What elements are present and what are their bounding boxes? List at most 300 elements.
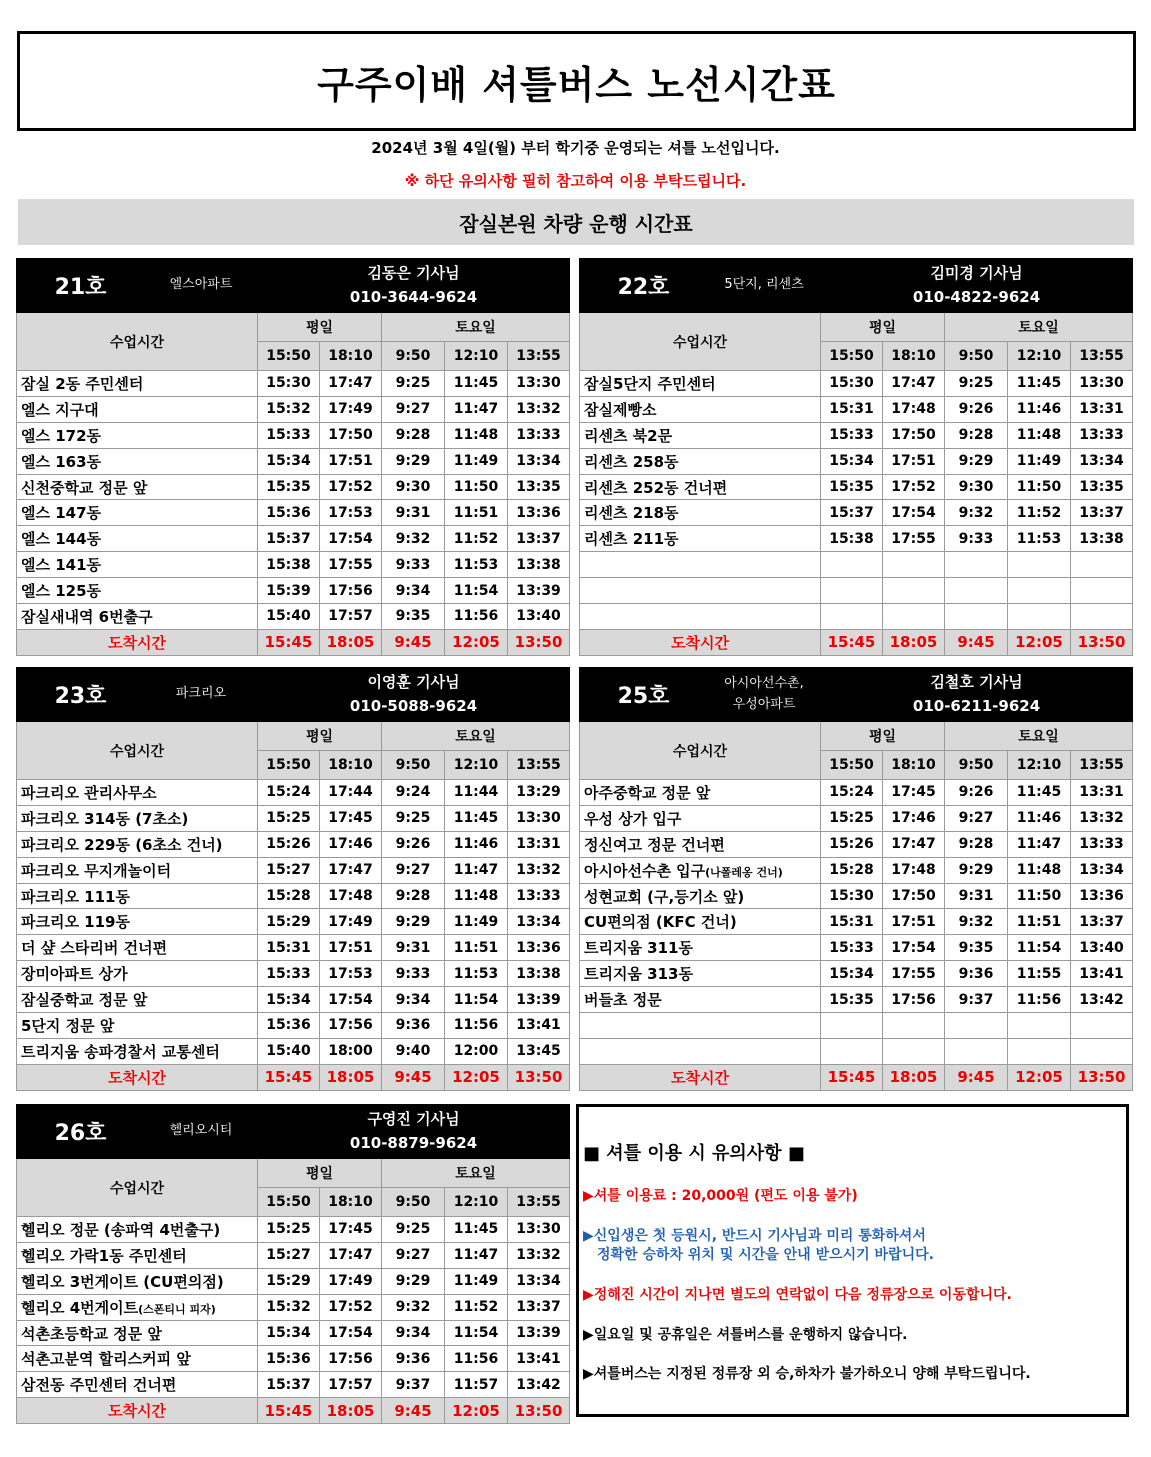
arrival-time: 15:45 (258, 1064, 320, 1090)
driver-phone: 010-4822-9624 (912, 287, 1041, 306)
stop-time: 18:00 (320, 1038, 382, 1064)
table-row (17, 883, 570, 909)
stop-time: 17:57 (320, 1372, 382, 1398)
stop-time (1008, 1038, 1071, 1064)
stop-time: 11:54 (445, 1320, 508, 1346)
stop-time (821, 1038, 883, 1064)
stop-name (580, 526, 821, 552)
stop-time: 9:27 (382, 857, 445, 883)
stop-name (580, 552, 821, 578)
stop-time: 11:54 (445, 578, 508, 604)
stop-name (17, 805, 258, 831)
stop-label: 리센츠 252동 건너편 (584, 478, 728, 497)
stop-time: 13:41 (508, 1013, 570, 1039)
route-table-4 (16, 1104, 570, 1424)
stop-time: 15:25 (258, 805, 320, 831)
table-row (580, 883, 1133, 909)
driver-name: 김동은 기사님 (367, 264, 460, 283)
stop-label: 정신여고 정문 건너편 (584, 835, 725, 854)
stop-time: 9:34 (382, 987, 445, 1013)
saturday-header: 토요일 (382, 722, 570, 751)
class-time: 9:50 (382, 1188, 445, 1217)
stop-label: 성현교회 (구,등기소 앞) (584, 887, 745, 906)
arrival-time: 9:45 (945, 1064, 1008, 1090)
stop-label: 아주중학교 정문 앞 (584, 783, 711, 802)
stop-time: 11:49 (445, 448, 508, 474)
stop-time: 9:27 (382, 1242, 445, 1268)
route-area-line: 아시아선수촌, (724, 675, 804, 691)
stop-label: 잠실새내역 6번출구 (21, 607, 153, 626)
stop-time: 13:39 (508, 987, 570, 1013)
stop-time: 13:34 (508, 1268, 570, 1294)
stop-name (580, 578, 821, 604)
stop-time: 15:28 (258, 883, 320, 909)
route-number: 22호 (580, 259, 708, 313)
class-time: 12:10 (445, 751, 508, 780)
stop-label: 파크리오 229동 (6초소 건너) (21, 835, 223, 854)
stop-time: 9:28 (945, 422, 1008, 448)
stop-time: 11:55 (1008, 961, 1071, 987)
stop-time: 17:47 (320, 857, 382, 883)
driver-phone: 010-8879-9624 (349, 1133, 478, 1152)
stop-time (821, 604, 883, 630)
stop-time: 9:28 (382, 422, 445, 448)
weekday-header: 평일 (258, 313, 382, 342)
stop-time: 17:49 (320, 909, 382, 935)
stop-label: 잠실 2동 주민센터 (21, 374, 144, 393)
class-time: 13:55 (508, 751, 570, 780)
table-row (17, 1372, 570, 1398)
stop-time: 11:45 (1008, 371, 1071, 397)
route-area (708, 259, 821, 313)
saturday-header: 토요일 (945, 313, 1133, 342)
stop-label: 리센츠 211동 (584, 530, 679, 549)
stop-time: 15:36 (258, 1346, 320, 1372)
stop-time: 15:35 (821, 474, 883, 500)
stop-label: 트리지움 311동 (584, 939, 693, 958)
stop-time: 11:56 (1008, 987, 1071, 1013)
stop-time: 9:35 (382, 604, 445, 630)
route-area (145, 668, 258, 722)
stop-time (821, 1013, 883, 1039)
stop-name (17, 1268, 258, 1294)
driver-info (821, 668, 1133, 722)
stop-label: 더 샾 스타리버 건너편 (21, 939, 168, 958)
stop-time: 13:36 (508, 935, 570, 961)
stop-time: 17:55 (883, 961, 945, 987)
stop-time: 11:54 (445, 987, 508, 1013)
stop-time: 13:45 (508, 1038, 570, 1064)
stop-time: 9:29 (382, 1268, 445, 1294)
note-line: ▶셔틀 이용료 : 20,000원 (편도 이용 불가) (583, 1188, 858, 1204)
stop-time: 13:39 (508, 578, 570, 604)
route-number: 26호 (17, 1105, 145, 1159)
arrival-time: 18:05 (320, 1064, 382, 1090)
table-row (17, 604, 570, 630)
stop-time: 15:32 (258, 1294, 320, 1320)
stop-time: 9:27 (945, 805, 1008, 831)
stop-time (1071, 604, 1133, 630)
stop-time: 15:31 (258, 935, 320, 961)
route-table-2 (16, 667, 570, 1091)
stop-time: 15:31 (821, 909, 883, 935)
stop-time: 13:37 (508, 1294, 570, 1320)
stop-time: 9:36 (382, 1346, 445, 1372)
stop-time: 9:32 (382, 526, 445, 552)
arrival-time: 15:45 (258, 629, 320, 655)
stop-time: 9:33 (382, 961, 445, 987)
table-row (580, 578, 1133, 604)
class-time: 18:10 (883, 751, 945, 780)
stop-time: 15:36 (258, 500, 320, 526)
arrival-time: 18:05 (320, 1398, 382, 1424)
stop-name (17, 448, 258, 474)
stop-label: 엘스 163동 (21, 452, 102, 471)
stop-time: 11:45 (445, 805, 508, 831)
route-area-line: 우성아파트 (732, 696, 796, 712)
stop-time: 11:48 (445, 883, 508, 909)
stop-name (17, 909, 258, 935)
stop-time: 13:42 (508, 1372, 570, 1398)
stop-time: 13:32 (508, 1242, 570, 1268)
stop-time (1008, 1013, 1071, 1039)
route-area (708, 668, 821, 722)
notes-list (583, 1187, 1126, 1384)
note-item (583, 1187, 1126, 1206)
stop-label: 리센츠 북2문 (584, 426, 673, 445)
stop-note: (스폰티니 피자) (138, 1302, 216, 1316)
note-item (583, 1326, 1126, 1345)
stop-time (883, 552, 945, 578)
table-row (580, 909, 1133, 935)
class-time: 18:10 (320, 1188, 382, 1217)
driver-phone: 010-5088-9624 (349, 696, 478, 715)
stop-time: 11:49 (445, 1268, 508, 1294)
stop-time: 15:38 (258, 552, 320, 578)
stop-name (580, 805, 821, 831)
stop-time: 17:54 (320, 526, 382, 552)
stop-label: 엘스 지구대 (21, 400, 99, 419)
stop-time: 13:30 (508, 371, 570, 397)
stop-time: 9:26 (382, 831, 445, 857)
table-row (580, 474, 1133, 500)
note-item (583, 1365, 1126, 1384)
stop-name (17, 1346, 258, 1372)
stop-label: CU편의점 (KFC 건너) (584, 913, 737, 932)
table-row (580, 604, 1133, 630)
arrival-label: 도착시간 (17, 629, 258, 655)
stop-label: 엘스 147동 (21, 504, 102, 523)
stop-label: 파크리오 무지개놀이터 (21, 861, 172, 880)
table-row (580, 831, 1133, 857)
stop-time: 13:36 (1071, 883, 1133, 909)
stop-name (17, 552, 258, 578)
saturday-header: 토요일 (382, 1159, 570, 1188)
stop-time: 17:55 (320, 552, 382, 578)
arrival-time: 12:05 (445, 1064, 508, 1090)
stop-name (17, 371, 258, 397)
class-time: 12:10 (445, 1188, 508, 1217)
stop-time: 17:51 (883, 448, 945, 474)
route-number: 23호 (17, 668, 145, 722)
class-time: 13:55 (1071, 342, 1133, 371)
stop-note: (나폴레옹 건너) (705, 865, 783, 879)
stop-time: 9:37 (382, 1372, 445, 1398)
page-title: 구주이배 셔틀버스 노선시간표 (17, 31, 1136, 131)
stop-label: 석촌고분역 할리스커피 앞 (21, 1350, 191, 1369)
stop-label: 5단지 정문 앞 (21, 1016, 115, 1035)
driver-name: 이영훈 기사님 (367, 673, 460, 692)
stop-time (883, 1013, 945, 1039)
driver-info (258, 668, 570, 722)
stop-time: 15:29 (258, 909, 320, 935)
stop-time (1071, 578, 1133, 604)
stop-time: 15:33 (258, 961, 320, 987)
stop-time: 17:56 (320, 578, 382, 604)
stop-label: 삼전동 주민센터 건너편 (21, 1376, 177, 1395)
stop-name (580, 857, 821, 883)
arrival-label: 도착시간 (17, 1398, 258, 1424)
stop-time (1071, 552, 1133, 578)
stop-label: 신천중학교 정문 앞 (21, 478, 148, 497)
stop-time: 13:30 (508, 805, 570, 831)
stop-time: 13:33 (1071, 831, 1133, 857)
route-area (145, 1105, 258, 1159)
stop-time: 17:47 (883, 831, 945, 857)
stop-time: 11:53 (445, 552, 508, 578)
notes-title: ■ 셔틀 이용 시 유의사항 ■ (583, 1143, 805, 1164)
weekday-header: 평일 (258, 1159, 382, 1188)
stop-time: 9:24 (382, 780, 445, 806)
stop-time: 13:30 (1071, 371, 1133, 397)
stop-time: 17:52 (320, 1294, 382, 1320)
class-time: 12:10 (445, 342, 508, 371)
table-row (17, 987, 570, 1013)
table-row (580, 448, 1133, 474)
stop-time: 9:30 (945, 474, 1008, 500)
stop-time: 9:34 (382, 578, 445, 604)
stop-time: 13:40 (508, 604, 570, 630)
stop-time: 13:38 (508, 961, 570, 987)
note-line: ▶일요일 및 공휴일은 셔틀버스를 운행하지 않습니다. (583, 1326, 908, 1343)
stop-name (17, 780, 258, 806)
arrival-time: 12:05 (1008, 629, 1071, 655)
stop-name (17, 578, 258, 604)
arrival-time: 13:50 (1071, 1064, 1133, 1090)
stop-time: 13:33 (508, 883, 570, 909)
stop-time: 17:47 (320, 371, 382, 397)
stop-time: 17:56 (320, 1013, 382, 1039)
table-row (17, 780, 570, 806)
stop-time: 9:32 (945, 500, 1008, 526)
class-time: 12:10 (1008, 751, 1071, 780)
stop-time: 17:45 (320, 1217, 382, 1243)
stop-time: 11:56 (445, 1346, 508, 1372)
stop-time: 17:47 (320, 1242, 382, 1268)
route-table-0 (16, 258, 570, 656)
stop-time: 9:29 (945, 857, 1008, 883)
stop-time: 15:37 (258, 526, 320, 552)
stop-name (17, 1294, 258, 1320)
table-row (17, 396, 570, 422)
class-time: 12:10 (1008, 342, 1071, 371)
stop-time: 17:50 (883, 422, 945, 448)
stop-name (580, 831, 821, 857)
class-time: 18:10 (320, 751, 382, 780)
stop-time: 9:31 (382, 935, 445, 961)
stop-time: 11:52 (1008, 500, 1071, 526)
stop-time: 13:34 (1071, 448, 1133, 474)
stop-time: 13:30 (508, 1217, 570, 1243)
stop-time (1071, 1038, 1133, 1064)
stop-time: 17:51 (320, 935, 382, 961)
stop-time: 9:29 (382, 448, 445, 474)
stop-time: 11:51 (445, 500, 508, 526)
stop-time: 15:26 (821, 831, 883, 857)
stop-name (580, 500, 821, 526)
arrival-time: 12:05 (1008, 1064, 1071, 1090)
stop-time: 15:33 (821, 422, 883, 448)
stop-label: 엘스 141동 (21, 556, 102, 575)
route-area-line: 5단지, 리센츠 (724, 277, 804, 293)
stop-time (1008, 552, 1071, 578)
class-time: 9:50 (382, 751, 445, 780)
stop-name (580, 1013, 821, 1039)
stop-label: 엘스 125동 (21, 582, 102, 601)
stop-time: 17:47 (883, 371, 945, 397)
arrival-time: 9:45 (382, 1064, 445, 1090)
route-number: 25호 (580, 668, 708, 722)
stop-time: 9:40 (382, 1038, 445, 1064)
notes-box (576, 1104, 1129, 1417)
arrival-time: 9:45 (382, 629, 445, 655)
table-row (17, 422, 570, 448)
stop-time (1008, 604, 1071, 630)
stop-time (945, 552, 1008, 578)
stop-time: 15:30 (821, 371, 883, 397)
stop-time: 15:31 (821, 396, 883, 422)
stop-time: 9:26 (945, 780, 1008, 806)
stop-time: 11:52 (445, 1294, 508, 1320)
stop-time (945, 1013, 1008, 1039)
subtitle: 2024년 3월 4일(월) 부터 학기중 운영되는 셔틀 노선입니다. (371, 139, 780, 157)
stop-time: 15:35 (258, 474, 320, 500)
stop-time: 17:56 (320, 1346, 382, 1372)
stop-name (17, 604, 258, 630)
arrival-label: 도착시간 (580, 629, 821, 655)
stop-name (17, 1242, 258, 1268)
stop-time: 9:27 (382, 396, 445, 422)
table-row (580, 371, 1133, 397)
stop-name (17, 1372, 258, 1398)
stop-time: 11:56 (445, 604, 508, 630)
stop-time: 17:48 (883, 396, 945, 422)
arrival-time: 13:50 (508, 1064, 570, 1090)
arrival-time: 13:50 (508, 1398, 570, 1424)
stop-label: 파크리오 314동 (7초소) (21, 809, 189, 828)
stop-time: 9:37 (945, 987, 1008, 1013)
table-row (580, 961, 1133, 987)
stop-time: 9:29 (945, 448, 1008, 474)
stop-time: 11:50 (1008, 883, 1071, 909)
arrival-time: 13:50 (508, 629, 570, 655)
stop-time: 11:47 (1008, 831, 1071, 857)
stop-time: 17:46 (320, 831, 382, 857)
stop-label: 리센츠 218동 (584, 504, 679, 523)
stop-time: 9:28 (945, 831, 1008, 857)
table-row (17, 805, 570, 831)
table-row (580, 422, 1133, 448)
stop-label: 잠실중학교 정문 앞 (21, 991, 148, 1010)
stop-name (580, 883, 821, 909)
stop-time: 9:32 (945, 909, 1008, 935)
stop-label: 파크리오 관리사무소 (21, 783, 157, 802)
stop-time: 13:36 (508, 500, 570, 526)
stop-time: 17:54 (883, 500, 945, 526)
class-time: 13:55 (508, 342, 570, 371)
table-row (17, 1294, 570, 1320)
table-row (17, 1242, 570, 1268)
stop-time: 15:24 (821, 780, 883, 806)
stop-time (1071, 1013, 1133, 1039)
stop-time: 9:36 (945, 961, 1008, 987)
stop-name (580, 1038, 821, 1064)
stop-time (945, 1038, 1008, 1064)
table-row (17, 371, 570, 397)
stop-time: 9:28 (382, 883, 445, 909)
stop-time: 11:57 (445, 1372, 508, 1398)
stop-name (17, 1038, 258, 1064)
route-table-3 (579, 667, 1133, 1091)
route-area-line: 파크리오 (175, 686, 227, 702)
stop-time: 17:55 (883, 526, 945, 552)
stop-time: 11:45 (445, 371, 508, 397)
weekday-header: 평일 (258, 722, 382, 751)
class-time: 15:50 (821, 751, 883, 780)
stop-time: 17:49 (320, 396, 382, 422)
arrival-time: 12:05 (445, 1398, 508, 1424)
table-row (580, 987, 1133, 1013)
section-title: 잠실본원 차량 운행 시간표 (18, 199, 1134, 245)
table-row (17, 526, 570, 552)
stop-time: 11:50 (445, 474, 508, 500)
table-row (17, 935, 570, 961)
table-row (17, 578, 570, 604)
stop-name (580, 780, 821, 806)
class-time-header: 수업시간 (17, 1159, 258, 1217)
stop-name (580, 935, 821, 961)
stop-time: 11:47 (445, 1242, 508, 1268)
arrival-time: 15:45 (258, 1398, 320, 1424)
table-row (17, 500, 570, 526)
stop-time (1008, 578, 1071, 604)
stop-time: 15:28 (821, 857, 883, 883)
stop-name (17, 396, 258, 422)
stop-name (17, 883, 258, 909)
stop-name (17, 1217, 258, 1243)
stop-time: 13:41 (1071, 961, 1133, 987)
arrival-label: 도착시간 (17, 1064, 258, 1090)
stop-label: 석촌초등학교 정문 앞 (21, 1324, 162, 1343)
stop-time: 17:49 (320, 1268, 382, 1294)
stop-label: 리센츠 258동 (584, 452, 679, 471)
stop-time: 11:53 (445, 961, 508, 987)
stop-time: 15:30 (258, 371, 320, 397)
stop-label: 헬리오 4번게이트 (21, 1298, 139, 1317)
stop-time: 13:35 (1071, 474, 1133, 500)
stop-time: 15:40 (258, 604, 320, 630)
stop-time: 13:38 (508, 552, 570, 578)
